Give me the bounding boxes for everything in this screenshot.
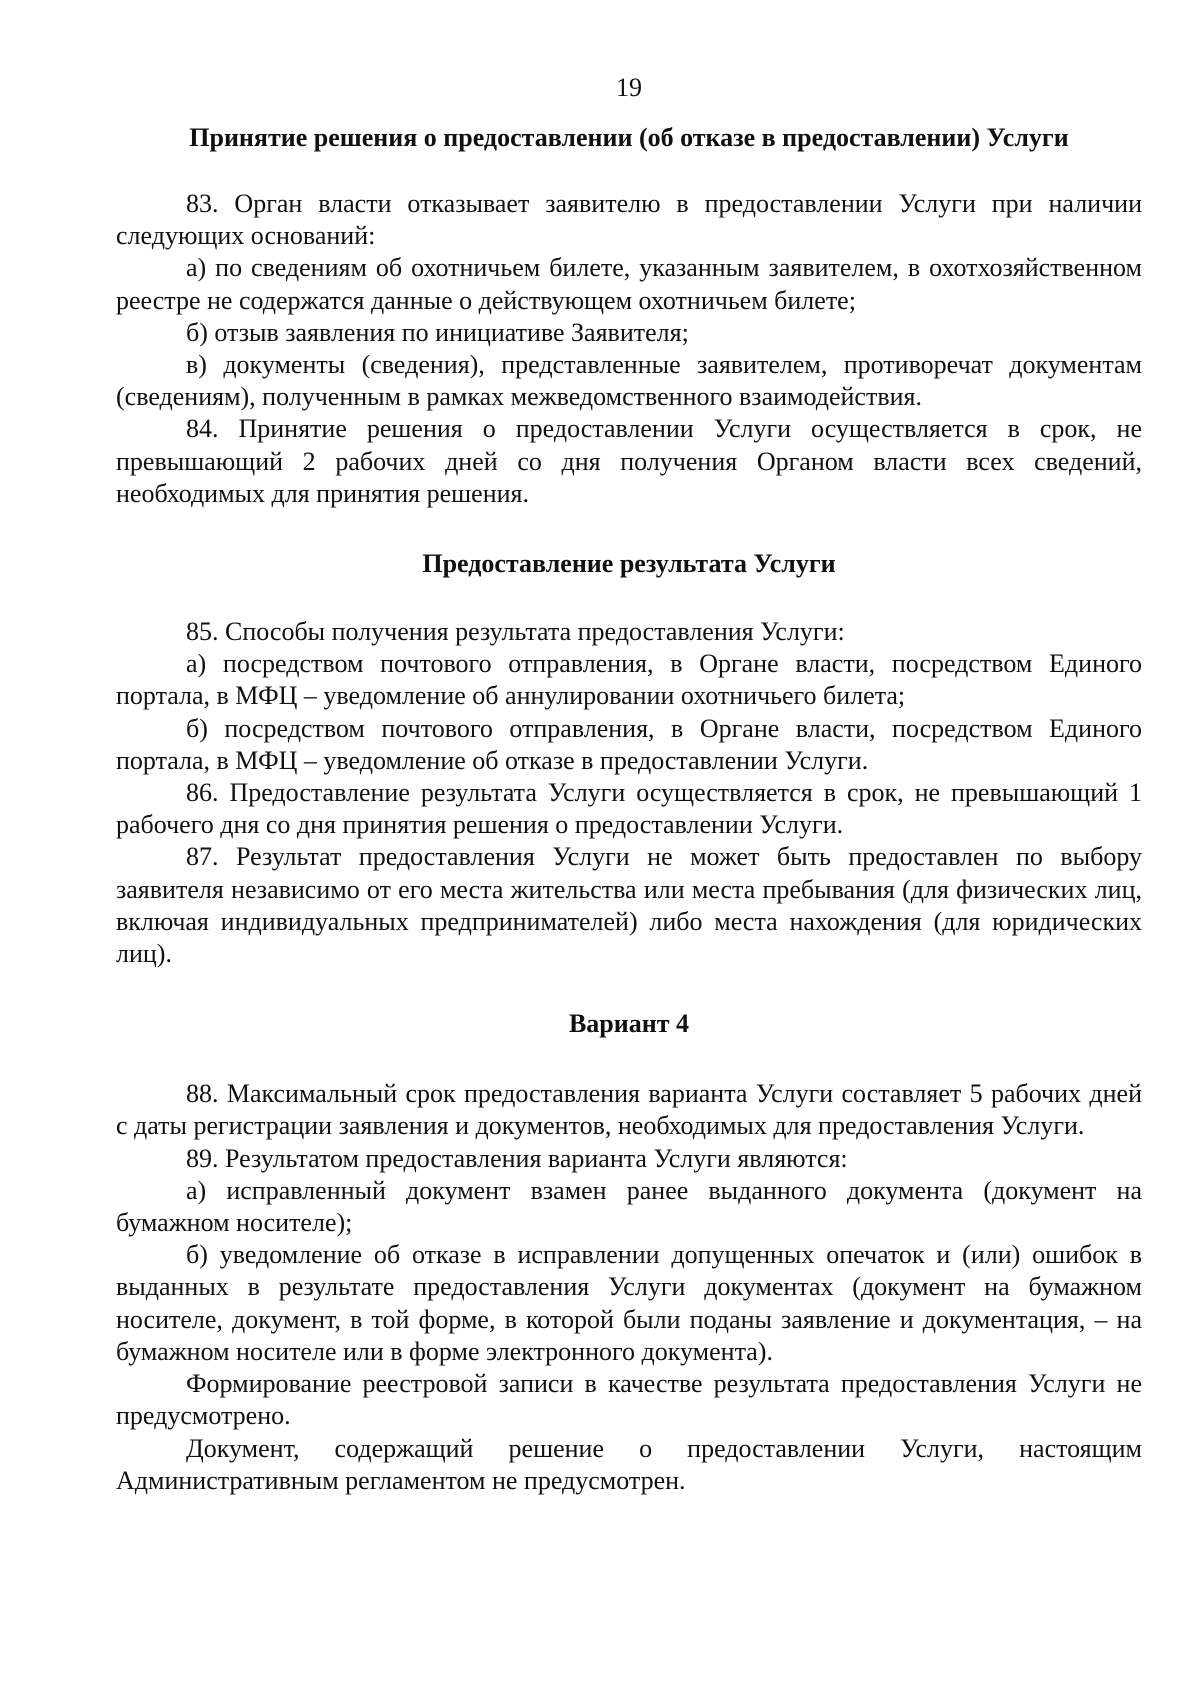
- section-heading-variant-4: Вариант 4: [568, 1009, 690, 1039]
- paragraph: 89. Результатом предоставления варианта Услуги являются:: [186, 1143, 848, 1173]
- paragraph: б) уведомление об отказе в исправлении допущенных опечаток и (или) ошибок в выданных в результате предоставления Услуги документах (документ на бумажном носителе, документ, в той форме, в которой были поданы заявление и документация, – на бумажном носителе или в форме электронного документа).: [116, 1240, 1142, 1366]
- paragraph: 84. Принятие решения о предоставлении Услуги осуществляется в срок, не превышающий 2 рабочих дней со дня получения Органом власти всех сведений, необходимых для принятия решения.: [116, 414, 1142, 508]
- paragraph: в) документы (сведения), представленные заявителем, противоречат документам (сведениям), полученным в рамках межведомственного взаимодействия.: [116, 350, 1142, 412]
- paragraph: а) по сведениям об охотничьем билете, указанным заявителем, в охотхозяйственном реестре не содержатся данные о действующем охотничьем билете;: [116, 253, 1142, 315]
- paragraph: а) исправленный документ взамен ранее выданного документа (документ на бумажном носителе);: [116, 1175, 1142, 1238]
- paragraph: 88. Максимальный срок предоставления варианта Услуги составляет 5 рабочих дней с даты регистрации заявления и документов, необходимых для предоставления Услуги.: [116, 1079, 1142, 1141]
- paragraph: 86. Предоставление результата Услуги осуществляется в срок, не превышающий 1 рабочего дня со дня принятия решения о предоставлении Услуги.: [116, 778, 1142, 840]
- paragraph: 87. Результат предоставления Услуги не может быть предоставлен по выбору заявителя независимо от его места жительства или места пребывания (для физических лиц, включая индивидуальных предпринимателей) либо места нахождения (для юридических лиц).: [116, 842, 1142, 969]
- paragraph: а) посредством почтового отправления, в Органе власти, посредством Единого портала, в МФЦ – уведомление об аннулировании охотничьего билета;: [116, 649, 1142, 711]
- section-heading-result: Предоставление результата Услуги: [422, 549, 836, 579]
- paragraph: 83. Орган власти отказывает заявителю в предоставлении Услуги при наличии следующих оснований:: [116, 189, 1142, 251]
- paragraph: Документ, содержащий решение о предоставлении Услуги, настоящим Административным регламентом не предусмотрен.: [116, 1433, 1142, 1495]
- paragraph: 85. Способы получения результата предоставления Услуги:: [186, 617, 845, 647]
- paragraph: Формирование реестровой записи в качестве результата предоставления Услуги не предусмотрено.: [116, 1369, 1142, 1431]
- paragraph: б) отзыв заявления по инициативе Заявителя;: [186, 317, 689, 347]
- document-page: [116, 72, 1142, 1497]
- section-heading-decision: Принятие решения о предоставлении (об отказе в предоставлении) Услуги: [189, 123, 1069, 152]
- paragraph: б) посредством почтового отправления, в Органе власти, посредством Единого портала, в МФЦ – уведомление об отказе в предоставлении Услуги.: [116, 713, 1142, 775]
- page-number: 19: [616, 73, 642, 102]
